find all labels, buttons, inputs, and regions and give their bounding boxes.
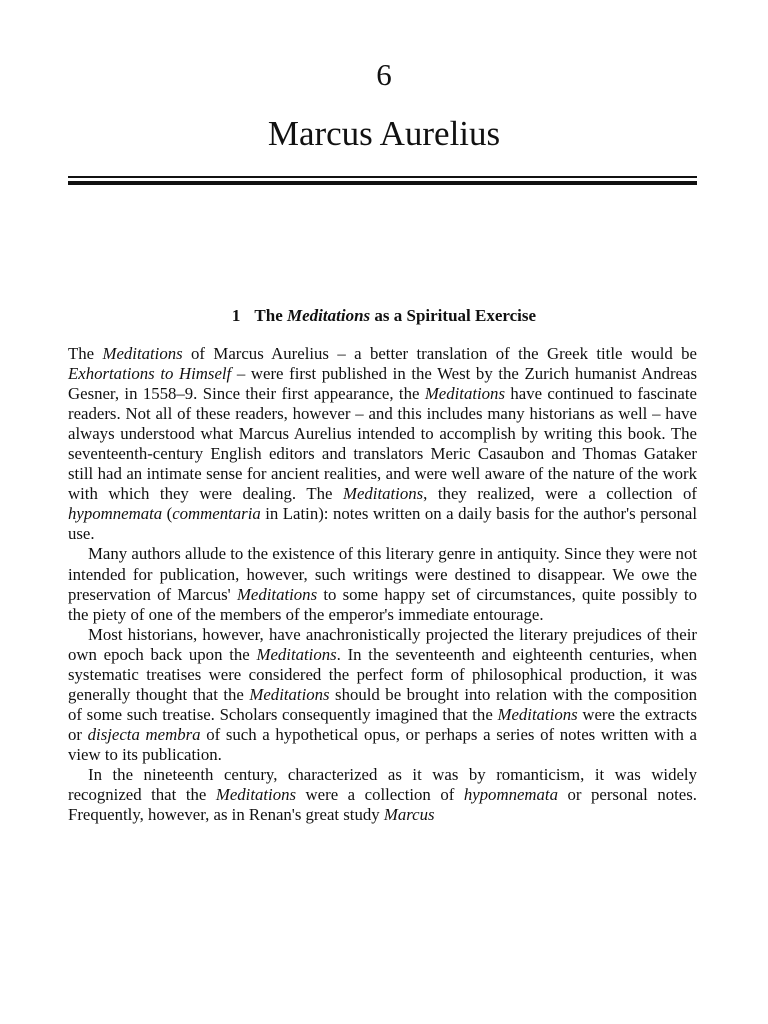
text-run: of Marcus Aurelius – a better translation of the Greek title would be	[182, 344, 698, 363]
text-run: The	[68, 344, 103, 363]
text-run: have continued to fascinate readers. Not all of these readers, however – and this includes many historians as well – have always understood what Marcus Aurelius intended to accomplish by writing this book. The seventeenth-century English editors and translators Meric Casaubon and Thomas Gataker still had an intimate sense for ancient realities, and were well aware of the nature of the work with which they were dealing. The	[68, 384, 697, 504]
emphasis-run: Meditations	[424, 384, 505, 404]
text-run: Most historians, however, have anachronistically projected the literary prejudices of their own epoch back upon the	[68, 624, 697, 664]
section-number: 1	[231, 306, 241, 325]
section-heading	[0, 305, 768, 327]
emphasis-run: Meditations	[215, 785, 297, 805]
body-text	[68, 344, 697, 825]
emphasis-run: commentaria	[172, 504, 261, 524]
text-run: (	[162, 504, 173, 524]
chapter-number: 6	[376, 57, 392, 92]
chapter-title: Marcus Aurelius	[267, 114, 501, 153]
text-run: should be brought into relation with the composition of some such treatise. Scholars consequently imagined that the	[68, 684, 698, 724]
text-run: were a collection of	[296, 785, 464, 805]
emphasis-run: Meditations	[102, 344, 183, 363]
text-run: to some happy set of circumstances, quite possibly to the piety of one of the members of the emperor's immediate entourage.	[68, 584, 697, 624]
section-heading-em: Meditations	[287, 306, 371, 325]
emphasis-run: Exhortations to Himself	[68, 364, 232, 384]
paragraph-3	[68, 625, 697, 765]
emphasis-run: disjecta membra	[87, 724, 201, 744]
text-run: in Latin): notes written on a daily basis for the author's personal use.	[68, 504, 697, 544]
chapter-rule-thick	[68, 181, 697, 185]
emphasis-run: Meditations	[236, 584, 318, 604]
emphasis-run: Meditations	[342, 484, 424, 504]
text-run: of such a hypothetical opus, or perhaps a series of notes written with a view to its publication.	[68, 724, 697, 764]
paragraph-1	[68, 344, 697, 544]
section-heading-pre: The	[254, 306, 288, 325]
emphasis-run: Meditations	[497, 704, 578, 724]
paragraph-4	[68, 765, 697, 825]
section-heading-post: as a Spiritual Exercise	[370, 306, 537, 325]
emphasis-run: Meditations	[256, 644, 337, 664]
text-run: were the extracts or	[68, 704, 697, 744]
emphasis-run: Meditations	[249, 684, 330, 704]
paragraph-2	[68, 544, 697, 624]
emphasis-run: hypomnemata	[463, 785, 558, 805]
text-run: – were first published in the West by the Zurich humanist Andreas Gesner, in 1558–9. Since their first appearance, the	[68, 364, 697, 404]
emphasis-run: hypomnemata	[68, 504, 163, 524]
emphasis-run: Marcus	[383, 805, 435, 825]
text-run: or personal notes. Frequently, however, as in Renan's great study	[68, 785, 697, 825]
text-run: . In the seventeenth and eighteenth centuries, when systematic treatises were considered the perfect form of philosophical production, it was generally thought that the	[68, 644, 698, 704]
text-run: In the nineteenth century, characterized as it was by romanticism, it was widely recognized that the	[68, 764, 697, 805]
text-run: , they realized, were a collection of	[423, 484, 697, 504]
chapter-rule-thin	[68, 176, 697, 178]
text-run: Many authors allude to the existence of this literary genre in antiquity. Since they were not intended for publication, however, such writings were destined to disappear. We owe the preservation of Marcus'	[68, 544, 697, 604]
